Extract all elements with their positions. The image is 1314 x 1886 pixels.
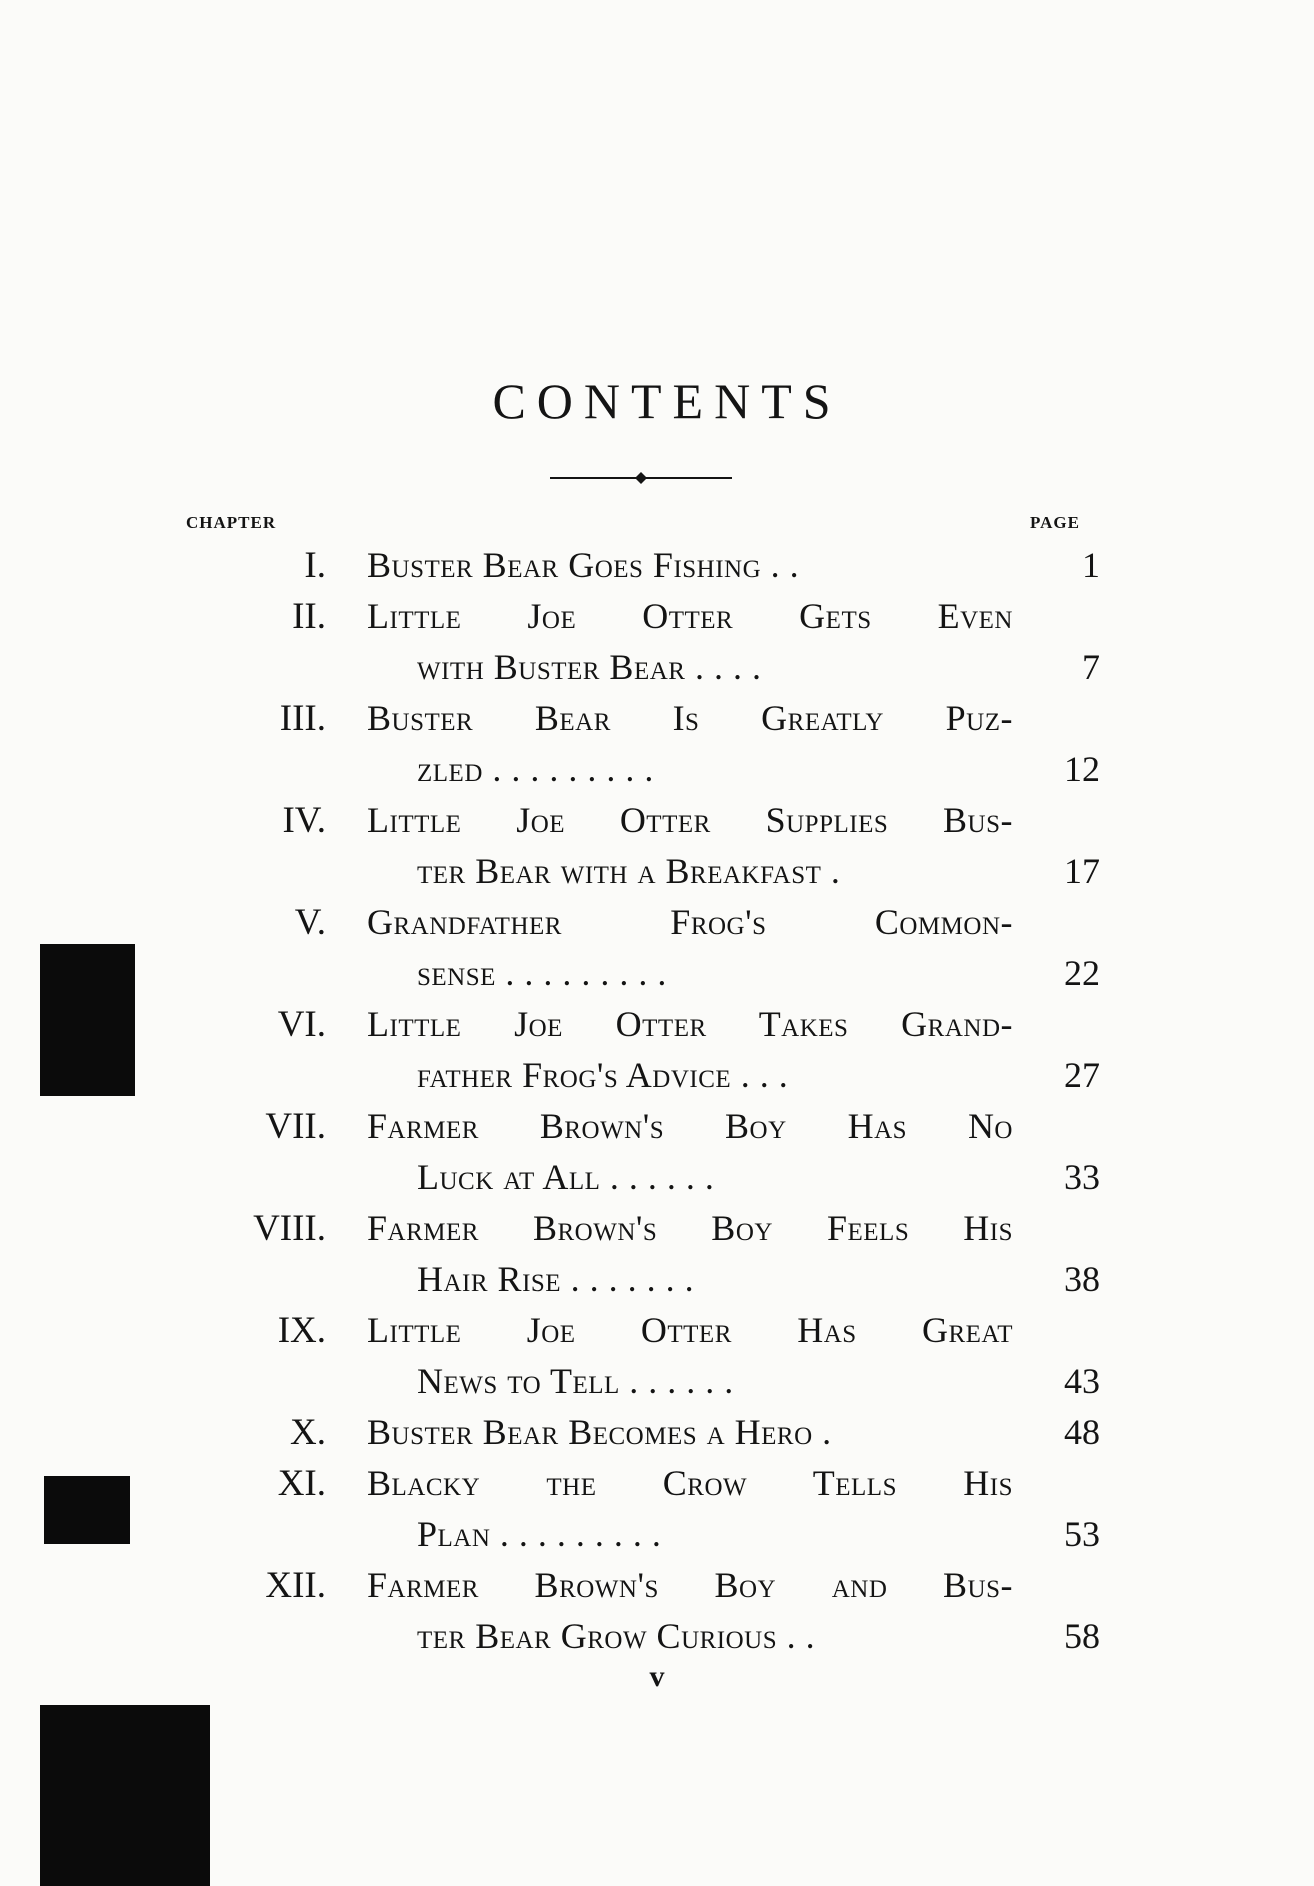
chapter-page-number: 17 xyxy=(1064,851,1100,891)
chapter-title-continuation: ter Bear with a Breakfast . xyxy=(417,851,841,891)
table-of-contents xyxy=(0,540,1314,1662)
chapter-numeral: V. xyxy=(294,902,326,943)
chapter-title: Buster Bear Becomes a Hero . xyxy=(367,1412,832,1452)
chapter-title-continuation: with Buster Bear . . . . xyxy=(417,647,762,687)
chapter-title-continuation: Hair Rise . . . . . . . xyxy=(417,1259,695,1299)
chapter-numeral: IX. xyxy=(277,1310,326,1351)
chapter-title-continuation: Plan . . . . . . . . . xyxy=(417,1514,662,1554)
toc-entry xyxy=(0,1560,1314,1662)
chapter-title: Farmer Brown's Boy Feels His xyxy=(367,1208,1013,1248)
chapter-numeral: VIII. xyxy=(253,1208,326,1249)
chapter-page-number: 33 xyxy=(1064,1157,1100,1197)
chapter-numeral: IV. xyxy=(282,800,326,841)
chapter-title: Farmer Brown's Boy Has No xyxy=(367,1106,1013,1146)
toc-entry xyxy=(0,1203,1314,1305)
chapter-title: Little Joe Otter Supplies Bus- xyxy=(367,800,1013,840)
scan-artifact xyxy=(44,1476,130,1544)
chapter-page-number: 43 xyxy=(1064,1361,1100,1401)
chapter-title: Blacky the Crow Tells His xyxy=(367,1463,1013,1503)
chapter-page-number: 1 xyxy=(1082,545,1100,585)
toc-entry xyxy=(0,693,1314,795)
scan-artifact xyxy=(40,1705,210,1886)
toc-entry xyxy=(0,1101,1314,1203)
chapter-numeral: XI. xyxy=(277,1463,326,1504)
chapter-title-continuation: Luck at All . . . . . . xyxy=(417,1157,715,1197)
chapter-page-number: 7 xyxy=(1082,647,1100,687)
chapter-page-number: 38 xyxy=(1064,1259,1100,1299)
title-ornament xyxy=(550,470,732,486)
chapter-title-continuation: father Frog's Advice . . . xyxy=(417,1055,789,1095)
toc-entry xyxy=(0,999,1314,1101)
chapter-title: Little Joe Otter Gets Even xyxy=(367,596,1013,636)
toc-entry xyxy=(0,1458,1314,1560)
page-folio: v xyxy=(649,1660,665,1693)
chapter-page-number: 27 xyxy=(1064,1055,1100,1095)
chapter-numeral: I. xyxy=(304,545,326,586)
chapter-numeral: VI. xyxy=(277,1004,326,1045)
toc-entry xyxy=(0,795,1314,897)
chapter-title-continuation: News to Tell . . . . . . xyxy=(417,1361,734,1401)
chapter-page-number: 12 xyxy=(1064,749,1100,789)
toc-entry xyxy=(0,591,1314,693)
toc-entry xyxy=(0,540,1314,591)
chapter-numeral: III. xyxy=(279,698,326,739)
chapter-numeral: XII. xyxy=(265,1565,326,1606)
chapter-page-number: 58 xyxy=(1064,1616,1100,1656)
scan-artifact xyxy=(40,944,135,1096)
chapter-title: Little Joe Otter Has Great xyxy=(367,1310,1013,1350)
toc-entry xyxy=(0,1407,1314,1458)
chapter-title-continuation: sense . . . . . . . . . xyxy=(417,953,667,993)
chapter-numeral: X. xyxy=(290,1412,326,1453)
chapter-title-continuation: zled . . . . . . . . . xyxy=(417,749,654,789)
chapter-title: Grandfather Frog's Common- xyxy=(367,902,1013,942)
chapter-page-number: 53 xyxy=(1064,1514,1100,1554)
chapter-title: Buster Bear Goes Fishing . . xyxy=(367,545,800,585)
page-column-heading: PAGE xyxy=(1030,513,1080,532)
chapter-page-number: 48 xyxy=(1064,1412,1100,1452)
chapter-title: Farmer Brown's Boy and Bus- xyxy=(367,1565,1013,1605)
chapter-numeral: VII. xyxy=(265,1106,326,1147)
page-title: CONTENTS xyxy=(492,373,842,429)
toc-entry xyxy=(0,1305,1314,1407)
chapter-numeral: II. xyxy=(292,596,326,637)
chapter-page-number: 22 xyxy=(1064,953,1100,993)
chapter-title-continuation: ter Bear Grow Curious . . xyxy=(417,1616,816,1656)
chapter-title: Buster Bear Is Greatly Puz- xyxy=(367,698,1013,738)
toc-entry xyxy=(0,897,1314,999)
chapter-column-heading: CHAPTER xyxy=(186,513,277,532)
chapter-title: Little Joe Otter Takes Grand- xyxy=(367,1004,1013,1044)
